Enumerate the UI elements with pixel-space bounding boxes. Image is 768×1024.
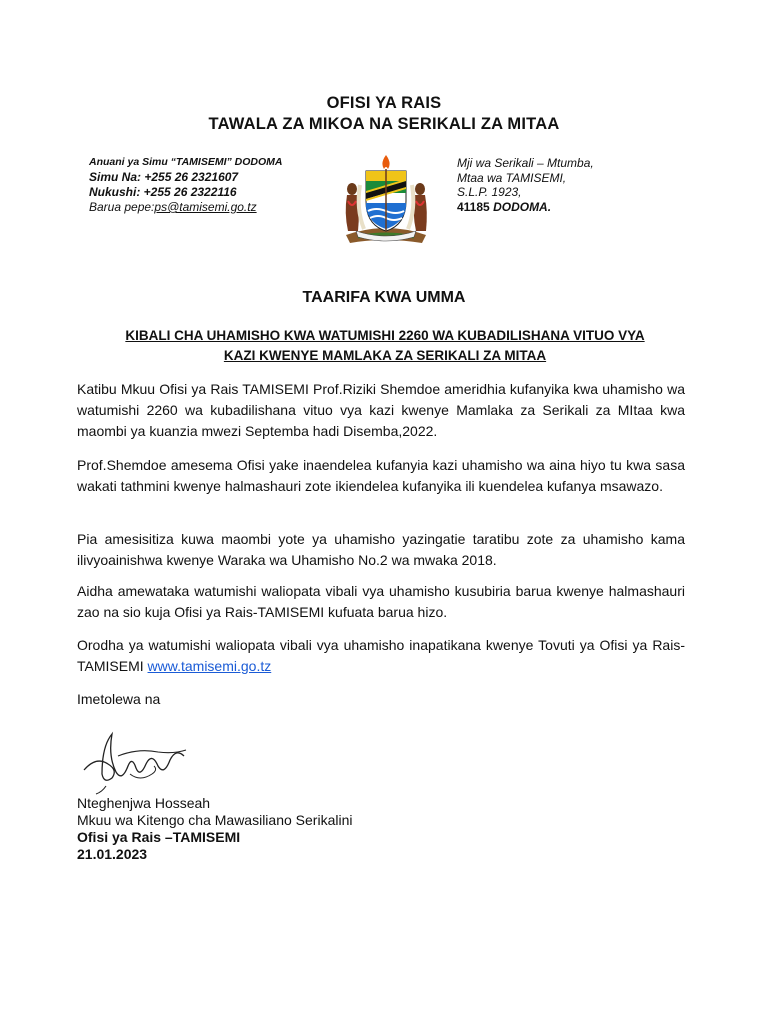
coat-of-arms-icon [338, 151, 434, 245]
ministry-title: TAWALA ZA MIKOA NA SERIKALI ZA MITAA [208, 115, 560, 133]
issued-by: Imetolewa na [77, 691, 161, 707]
address-line-3: S.L.P. 1923, [457, 185, 522, 199]
subject-heading [80, 326, 690, 366]
paragraph-1: Katibu Mkuu Ofisi ya Rais TAMISEMI Prof.Riziki Shemdoe ameridhia kufanyika kwa uhamisho wa watumishi 2260 wa kubadilishana vituo vya kazi kwenye Mamlaka za Serikali za MItaa kwa maombi ya kuanzia mwezi Septemba hadi Disemba,2022. [77, 381, 685, 439]
telegram-address: Anuani ya Simu “TAMISEMI” DODOMA [89, 156, 283, 168]
paragraph-2: Prof.Shemdoe amesema Ofisi yake inaendelea kufanyia kazi uhamisho wa aina hiyo tu kwa sasa wakati tathmini kwenye halmashauri zote ikiendelea kufanyika ili kuendelea kufanya msawazo. [77, 457, 685, 494]
signer-office: Ofisi ya Rais –TAMISEMI [77, 829, 241, 845]
subject-line-2: KAZI KWENYE MAMLAKA ZA SERIKALI ZA MITAA [223, 348, 547, 363]
handwritten-signature [78, 726, 190, 796]
phone-number: Simu Na: +255 26 2321607 [89, 170, 239, 184]
email-label: Barua pepe: [89, 200, 155, 214]
email-address[interactable]: ps@tamisemi.go.tz [154, 200, 257, 214]
paragraph-5 [77, 635, 685, 677]
city: DODOMA. [493, 199, 552, 214]
signer-block [77, 795, 352, 863]
office-title: OFISI YA RAIS [326, 94, 442, 112]
address-line-1: Mji wa Serikali – Mtumba, [457, 156, 594, 170]
notice-title: TAARIFA KWA UMMA [302, 289, 466, 306]
contact-block-left [89, 155, 329, 215]
fax-number: Nukushi: +255 26 2322116 [89, 185, 237, 199]
subject-line-1: KIBALI CHA UHAMISHO KWA WATUMISHI 2260 WA KUBADILISHANA VITUO VYA [125, 328, 645, 343]
address-line-4 [457, 200, 677, 215]
paragraph-3: Pia amesisitiza kuwa maombi yote ya uhamisho yazingatie taratibu zote za uhamisho kama ilivyoainishwa kwenye Waraka wa Uhamisho No.2 wa mwaka 2018. [77, 531, 685, 568]
signer-position: Mkuu wa Kitengo cha Mawasiliano Serikalini [77, 812, 353, 828]
website-link[interactable]: www.tamisemi.go.tz [147, 658, 272, 674]
address-line-2: Mtaa wa TAMISEMI, [457, 170, 567, 185]
paragraph-4: Aidha amewataka watumishi waliopata vibali vya uhamisho kusubiria barua kwenye halmashauri zao na sio kuja Ofisi ya Rais-TAMISEMI kufuata barua hizo. [77, 583, 685, 620]
contact-block-right [457, 156, 677, 214]
issue-date: 21.01.2023 [77, 846, 148, 862]
signer-name: Nteghenjwa Hosseah [77, 795, 211, 811]
email-line [89, 200, 329, 215]
paragraph-5-text: Orodha ya watumishi waliopata vibali vya uhamisho inapatikana kwenye Tovuti ya Ofisi ya Rais-TAMISEMI [77, 637, 685, 674]
postcode: 41185 [457, 199, 490, 214]
